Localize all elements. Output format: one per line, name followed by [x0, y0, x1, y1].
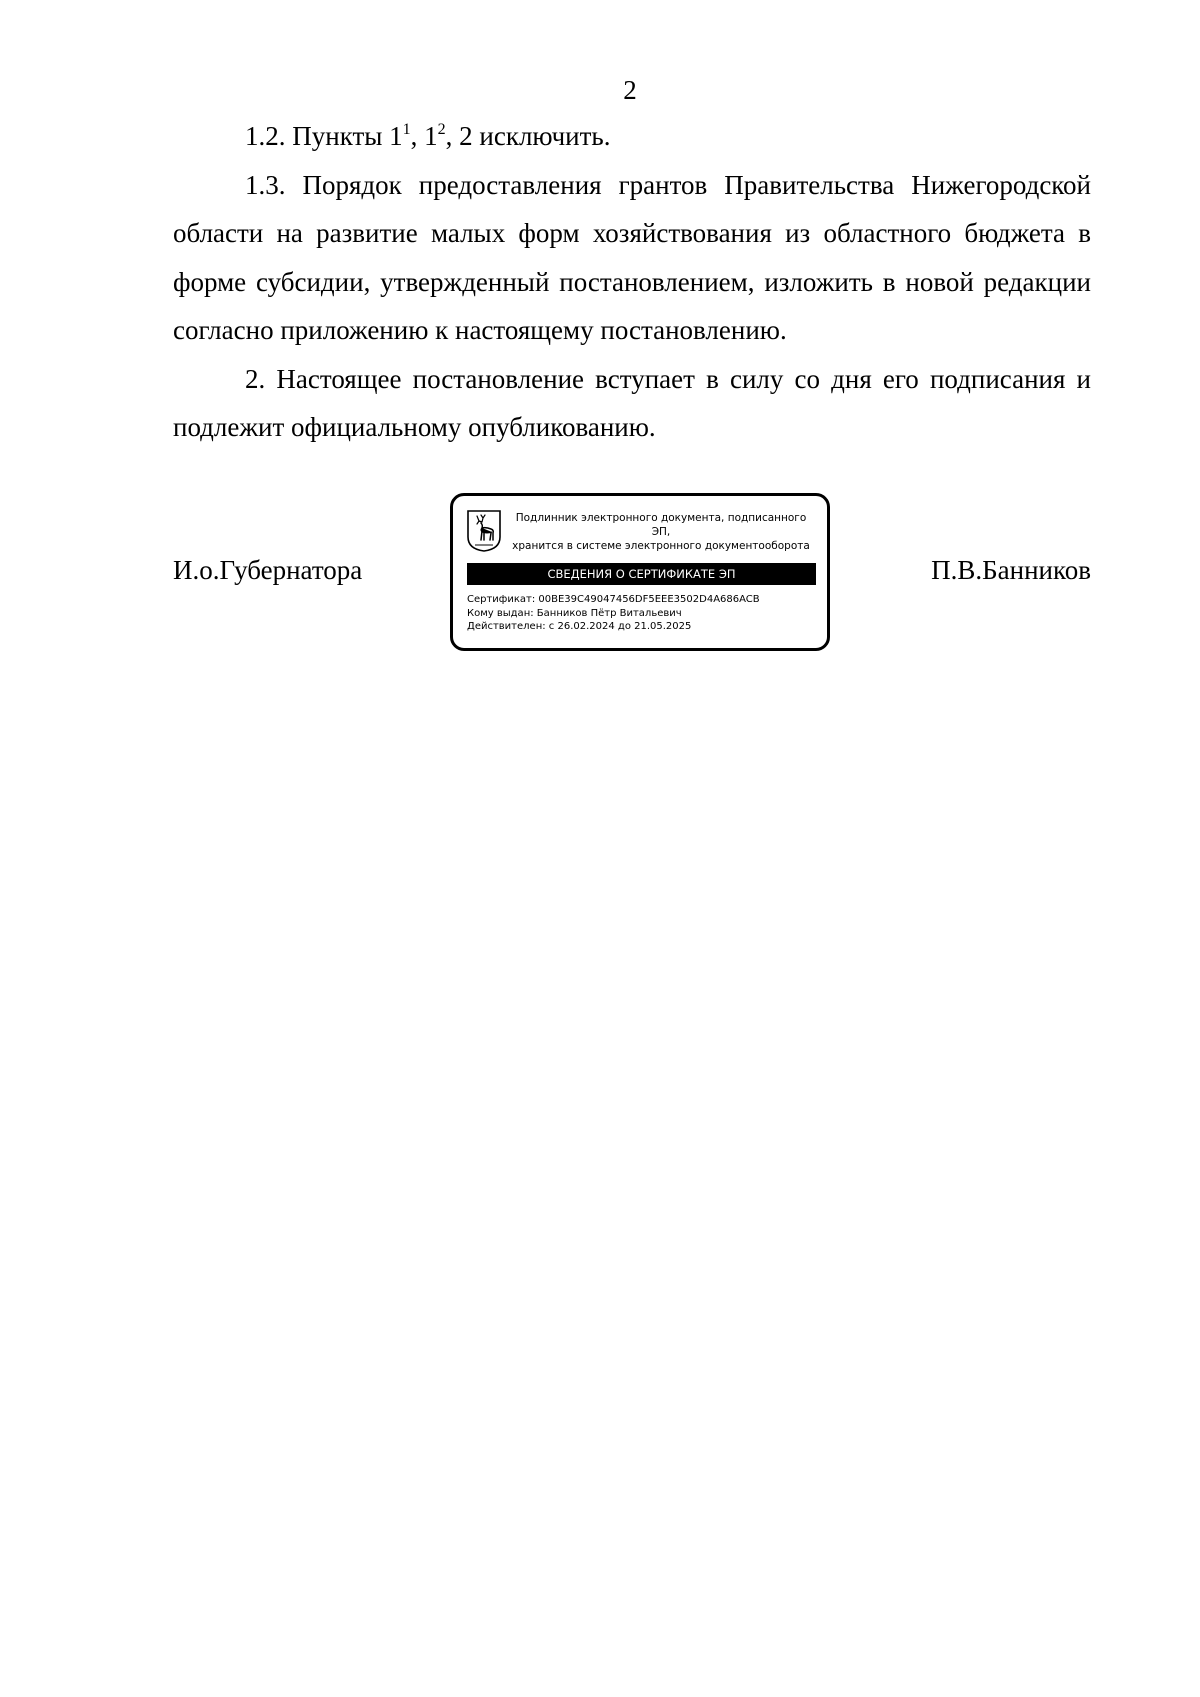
- page-number: 2: [623, 75, 637, 105]
- paragraph-1-2: [173, 112, 1091, 161]
- stamp-row-valid: [467, 620, 760, 634]
- signer-position: И.о.Губернатора: [173, 555, 363, 585]
- issued-to-label: Кому выдан:: [467, 607, 534, 619]
- paragraph-1-2-text-b: , 1: [410, 121, 438, 151]
- paragraph-1-3: 1.3. Порядок предоставления грантов Правительства Нижегородской области на развитие малых форм хозяйствования из областного бюджета в форме субсидии, утвержденный постановлением, изложить в новой редакции согласно приложению к настоящему постановлению.: [173, 169, 1091, 345]
- signer-name: П.В.Банников: [931, 555, 1091, 585]
- stamp-row-issued-to: [467, 607, 760, 621]
- electronic-signature-stamp: [450, 493, 830, 651]
- stamp-header-line-1: Подлинник электронного документа, подписанного ЭП,: [515, 512, 807, 538]
- paragraph-2: 2. Настоящее постановление вступает в силу со дня его подписания и подлежит официальному опубликованию.: [173, 363, 1091, 442]
- stamp-certificate-bar: СВЕДЕНИЯ О СЕРТИФИКАТЕ ЭП: [467, 563, 816, 585]
- stamp-header: [511, 511, 811, 553]
- nizhny-novgorod-deer-emblem-icon: [466, 509, 502, 553]
- certificate-label: Сертификат:: [467, 594, 536, 605]
- certificate-value: 00BE39C49047456DF5EEE3502D4A686ACB: [538, 594, 760, 605]
- issued-to-value: Банников Пётр Витальевич: [536, 607, 682, 619]
- document-body: [173, 112, 1091, 452]
- superscript-1: 1: [402, 121, 411, 138]
- valid-value: с 26.02.2024 до 21.05.2025: [548, 621, 692, 632]
- valid-label: Действителен:: [467, 621, 546, 632]
- paragraph-1-2-text-a: 1.2. Пункты 1: [245, 121, 403, 151]
- superscript-2: 2: [437, 121, 446, 138]
- stamp-details: [467, 593, 760, 634]
- stamp-header-line-2: хранится в системе электронного документооборота: [512, 540, 810, 552]
- paragraph-1-2-text-c: , 2 исключить.: [445, 121, 611, 151]
- stamp-row-certificate: [467, 593, 760, 607]
